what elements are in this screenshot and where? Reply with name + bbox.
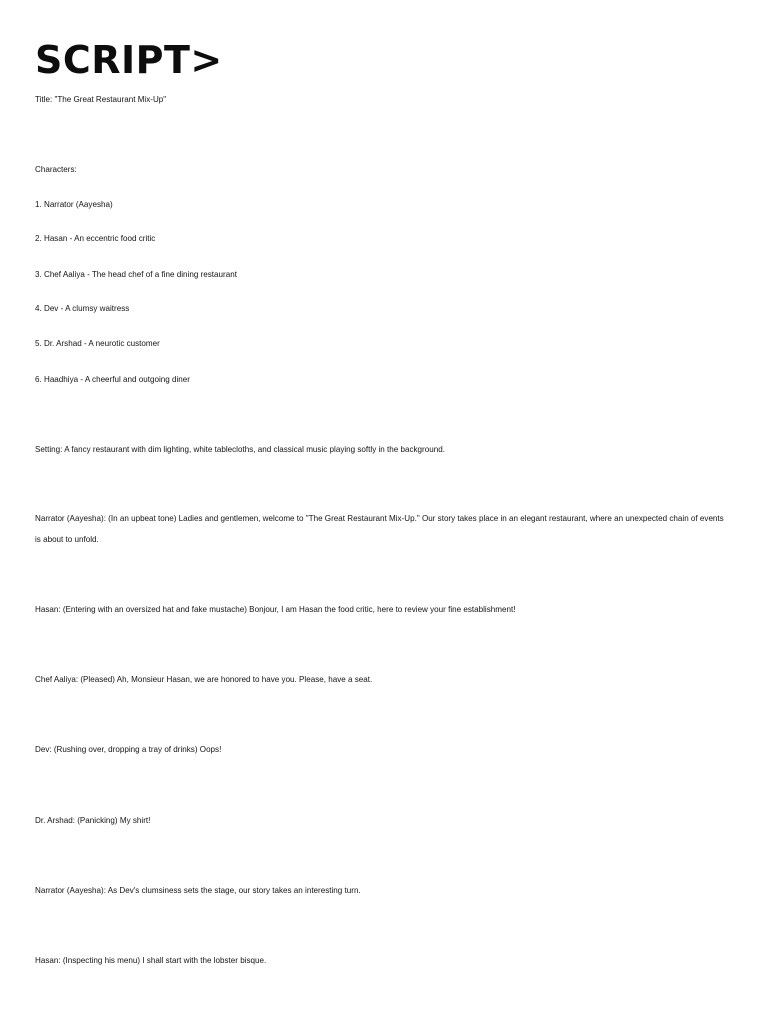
characters-label: Characters: <box>35 164 77 174</box>
character-item: 6. Haadhiya - A cheerful and outgoing diner <box>35 374 190 384</box>
setting-paragraph: Setting: A fancy restaurant with dim lighting, white tablecloths, and classical music playing softly in the background. <box>35 444 445 454</box>
script-title: Title: "The Great Restaurant Mix-Up" <box>35 94 167 104</box>
dialogue-line: Narrator (Aayesha): (In an upbeat tone) Ladies and gentlemen, welcome to "The Great Restaurant Mix-Up." Our story takes place in an elegant restaurant, where an unexpected chain of events is about to unfold. <box>35 513 724 544</box>
dialogue-line: Chef Aaliya: (Pleased) Ah, Monsieur Hasan, we are honored to have you. Please, have a seat. <box>35 674 373 684</box>
character-item: 4. Dev - A clumsy waitress <box>35 303 130 313</box>
dialogue-line: Hasan: (Entering with an oversized hat and fake mustache) Bonjour, I am Hasan the food critic, here to review your fine establishment! <box>35 604 516 614</box>
character-item: 2. Hasan - An eccentric food critic <box>35 233 156 243</box>
dialogue-line: Hasan: (Inspecting his menu) I shall start with the lobster bisque. <box>35 955 267 965</box>
dialogue-line: Dr. Arshad: (Panicking) My shirt! <box>35 815 151 825</box>
document-heading: SCRIPT> <box>35 38 223 82</box>
dialogue-line: Narrator (Aayesha): As Dev's clumsiness sets the stage, our story takes an interesting turn. <box>35 885 361 895</box>
character-item: 1. Narrator (Aayesha) <box>35 199 113 209</box>
dialogue-line: Dev: (Rushing over, dropping a tray of drinks) Oops! <box>35 744 222 754</box>
character-item: 3. Chef Aaliya - The head chef of a fine dining restaurant <box>35 269 237 279</box>
character-item: 5. Dr. Arshad - A neurotic customer <box>35 338 160 348</box>
